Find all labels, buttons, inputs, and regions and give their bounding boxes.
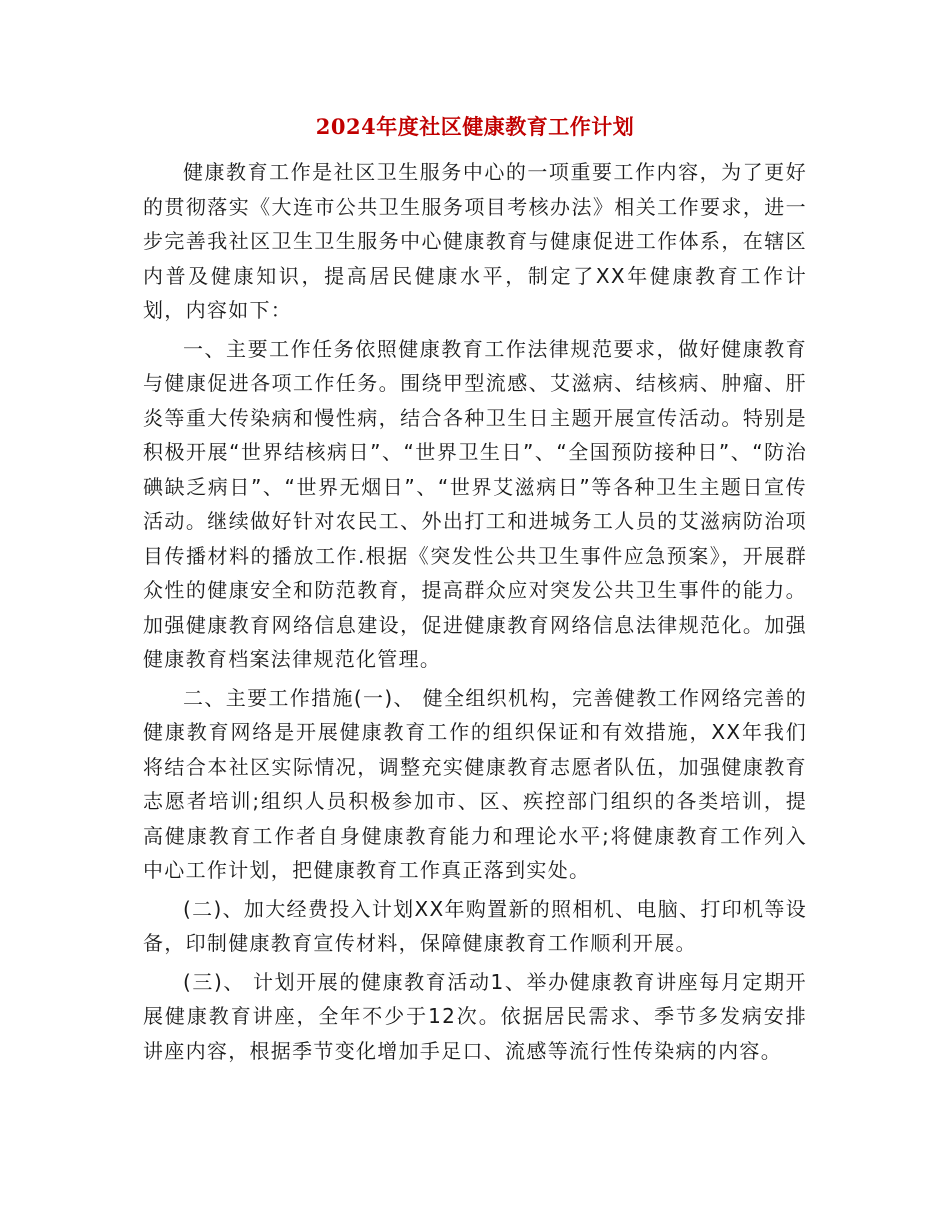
document-body [143,155,807,1072]
paragraph-main-tasks: 一、主要工作任务依照健康教育工作法律规范要求，做好健康教育与健康促进各项工作任务。围绕甲型流感、艾滋病、结核病、肿瘤、肝炎等重大传染病和慢性病，结合各种卫生日主题开展宣传活动。特别是积极开展“世界结核病日”、“世界卫生日”、“全国预防接种日”、“防治碘缺乏病日”、“世界无烟日”、“世界艾滋病日”等各种卫生主题日宣传活动。继续做好针对农民工、外出打工和进城务工人员的艾滋病防治项目传播材料的播放工作.根据《突发性公共卫生事件应急预案》，开展群众性的健康安全和防范教育，提高群众应对突发公共卫生事件的能力。加强健康教育网络信息建设，促进健康教育网络信息法律规范化。加强健康教育档案法律规范化管理。 [143,336,807,671]
paragraph-main-measures: 二、主要工作措施(一)、 健全组织机构，完善健教工作网络完善的健康教育网络是开展健康教育工作的组织保证和有效措施，XX年我们将结合本社区实际情况，调整充实健康教育志愿者队伍，加强健康教育志愿者培训;组织人员积极参加市、区、疾控部门组织的各类培训，提高健康教育工作者自身健康教育能力和理论水平;将健康教育工作列入中心工作计划，把健康教育工作真正落到实处。 [143,685,807,882]
paragraph-intro: 健康教育工作是社区卫生服务中心的一项重要工作内容，为了更好的贯彻落实《大连市公共卫生服务项目考核办法》相关工作要求，进一步完善我社区卫生卫生服务中心健康教育与健康促进工作体系，在辖区内普及健康知识，提高居民健康水平，制定了XX年健康教育工作计划，内容如下： [143,160,807,322]
paragraph-funding: (二)、加大经费投入计划XX年购置新的照相机、电脑、打印机等设备，印制健康教育宣传材料，保障健康教育工作顺利开展。 [143,896,807,955]
paragraph-activities: (三)、 计划开展的健康教育活动1、举办健康教育讲座每月定期开展健康教育讲座，全年不少于12次。依据居民需求、季节多发病安排讲座内容，根据季节变化增加手足口、流感等流行性传染病的内容。 [143,969,807,1063]
document-title: 2024年度社区健康教育工作计划 [315,114,635,139]
